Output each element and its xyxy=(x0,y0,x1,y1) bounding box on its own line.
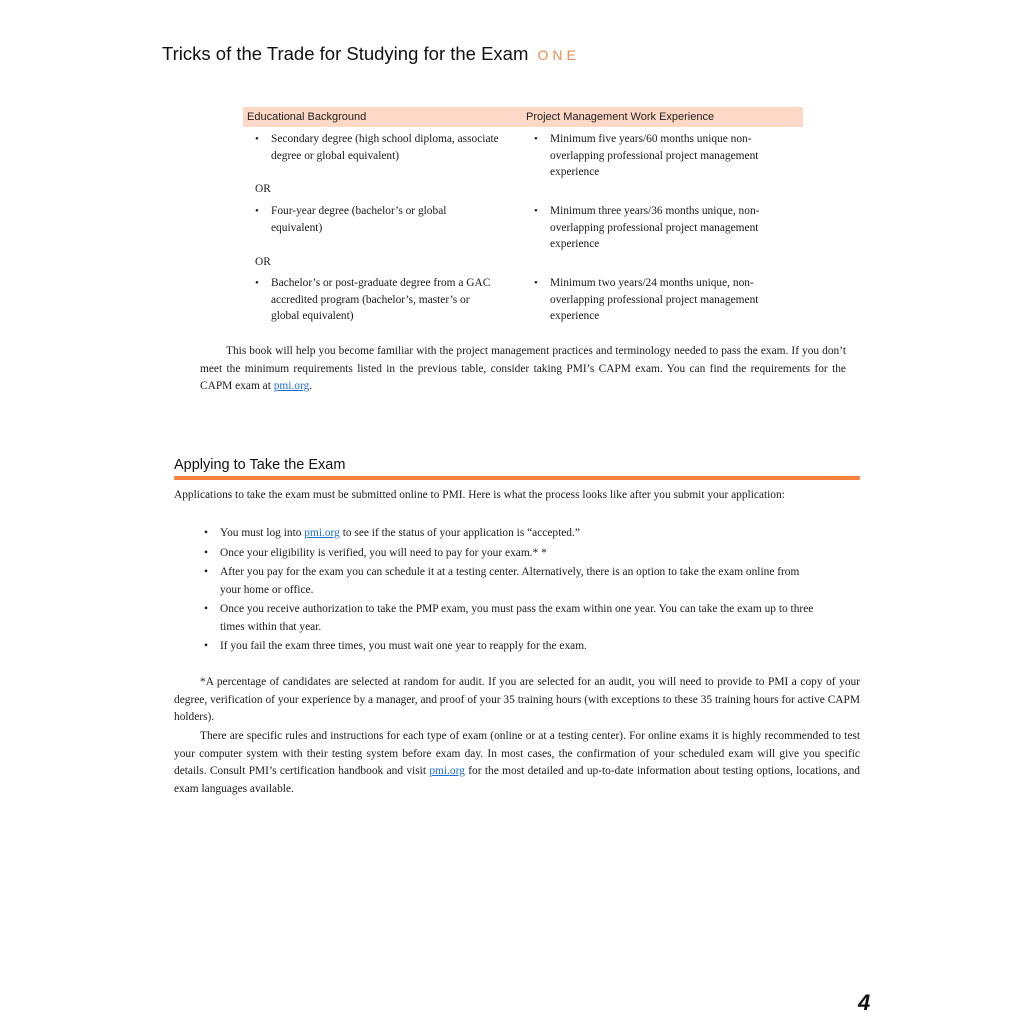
experience-item: • Minimum three years/36 months unique, non-overlapping professional project management experience xyxy=(534,203,774,253)
process-step: • If you fail the exam three times, you must wait one year to reapply for the exam. xyxy=(204,638,844,656)
running-head-title: Tricks of the Trade for Studying for the Exam xyxy=(162,43,529,64)
rules-paragraph xyxy=(174,728,860,798)
pmi-link[interactable]: pmi.org xyxy=(273,380,310,392)
experience-column xyxy=(534,203,774,253)
process-step: • After you pay for the exam you can schedule it at a testing center. Alternatively, there is an option to take the exam online from your home or office. xyxy=(204,564,844,599)
rules-text: There are specific rules and instructions for each type of exam (online or at a testing center). For online exams it is highly recommended to test your computer system with their testing system before exam day. In most cases, the confirmation of your scheduled exam will give you specific details. Consult PMI’s certification handbook and visit xyxy=(174,730,860,777)
applying-lead-paragraph: Applications to take the exam must be submitted online to PMI. Here is what the process looks like after you submit your application: xyxy=(174,489,785,501)
audit-note-paragraph xyxy=(174,674,860,727)
experience-column xyxy=(534,275,774,325)
process-step: • You must log into pmi.org to see if the status of your application is “accepted.” xyxy=(204,525,844,543)
pmi-link[interactable]: pmi.org xyxy=(429,765,465,777)
pmi-link[interactable]: pmi.org xyxy=(304,527,340,539)
requirements-table-header xyxy=(243,107,803,127)
intro-paragraph xyxy=(200,343,846,396)
running-head xyxy=(162,43,580,65)
experience-item: • Minimum five years/60 months unique non-overlapping professional project management experience xyxy=(534,131,774,181)
education-column xyxy=(255,275,500,325)
education-column xyxy=(255,131,500,164)
education-item: • Bachelor’s or post-graduate degree from a GAC accredited program (bachelor’s, master’s or global equivalent) xyxy=(255,275,500,325)
header-work-experience: Project Management Work Experience xyxy=(526,111,715,123)
header-educational-background: Educational Background xyxy=(247,111,367,123)
or-separator: OR xyxy=(255,256,271,268)
requirements-table xyxy=(243,107,803,127)
education-item: • Four-year degree (bachelor’s or global equivalent) xyxy=(255,203,500,236)
or-separator: OR xyxy=(255,183,271,195)
chapter-label: ONE xyxy=(537,47,580,63)
intro-suffix: . xyxy=(309,380,313,392)
page-number: 4 xyxy=(858,990,871,1015)
section-divider xyxy=(174,476,860,480)
process-step: • Once your eligibility is verified, you will need to pay for your exam.* * xyxy=(204,545,844,563)
experience-column xyxy=(534,131,774,181)
education-item: • Secondary degree (high school diploma, associate degree or global equivalent) xyxy=(255,131,500,164)
application-process-list xyxy=(204,525,844,658)
process-step: • Once you receive authorization to take the PMP exam, you must pass the exam within one year. You can take the exam up to three times within that year. xyxy=(204,601,844,636)
audit-note-text: *A percentage of candidates are selected at random for audit. If you are selected for an audit, you will need to provide to PMI a copy of your degree, verification of your experience by a manager, and proof of your 35 training hours (with exceptions to these 35 training hours for active CAPM holders). xyxy=(174,676,860,723)
rules-suffix: for the most detailed and up-to-date information about testing options, locations, and exam languages available. xyxy=(174,765,860,795)
education-column xyxy=(255,203,500,236)
section-title-applying: Applying to Take the Exam xyxy=(174,457,346,473)
experience-item: • Minimum two years/24 months unique, non-overlapping professional project management experience xyxy=(534,275,774,325)
intro-text: This book will help you become familiar with the project management practices and terminology needed to pass the exam. If you don’t meet the minimum requirements listed in the previous table, consider taking PMI’s CAPM exam. You can find the requirements for the CAPM exam at xyxy=(200,345,846,392)
